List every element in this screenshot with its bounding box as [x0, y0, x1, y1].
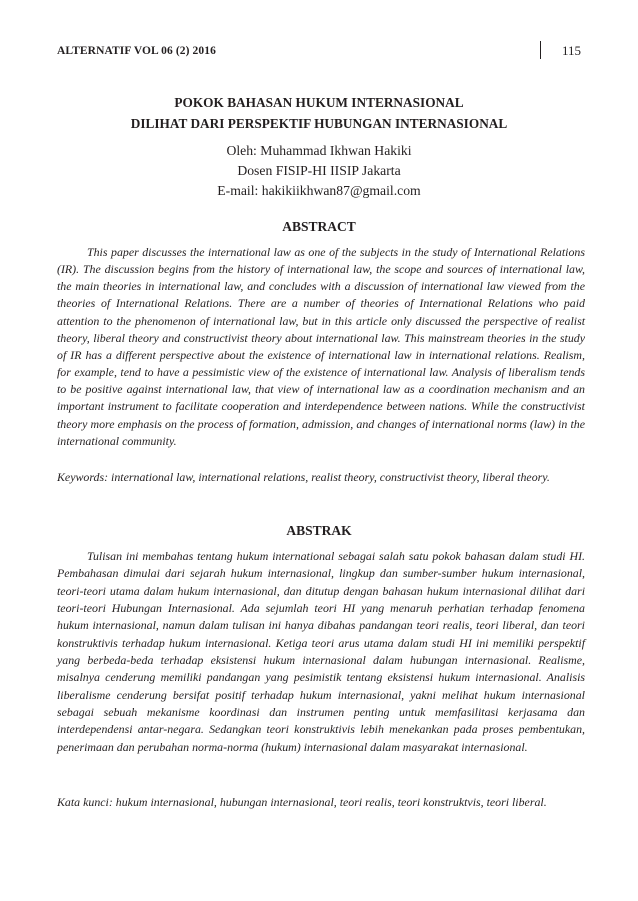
title-line-2: DILIHAT DARI PERSPEKTIF HUBUNGAN INTERNASIONAL — [130, 116, 508, 131]
abstrak-keywords: Kata kunci: hukum internasional, hubungan internasional, teori realis, teori konstruktvis, teori liberal. — [57, 795, 547, 809]
paper-title — [40, 92, 598, 134]
abstrak-body: Tulisan ini membahas tentang hukum international sebagai salah satu pokok bahasan dalam studi HI. Pembahasan dimulai dari sejarah hukum internasional, lingkup dan sumber-sumber hukum internasional, teori-teori utama dalam hukum internasional, dan ditutup dengan bahasan hukum internasional dilihat dari teori-teori Hubungan Internasional. Ada sejumlah teori HI yang menaruh perhatian terhadap fenomena hukum internasional, namun dalam tulisan ini hanya dibahas pandangan teori realis, teori liberal, dan teori konstruktivis terhadap hukum internasional. Ketiga teori arus utama dalam studi HI ini memiliki perspektif yang berbeda-beda terhadap eksistensi hukum internasional dalam hubungan internasional. Realisme, misalnya cenderung memiliki pandangan yang pesimistik tentang eksistensi hukum internasional. Analisis liberalisme cenderung bersifat positif terhadap hukum internasional, yakni melihat hukum internasional sebagai sebuah mekanisme koordinasi dan instrumen penting untuk memfasilitasi kerjasama dan interdependensi antar-negara. Sedangkan teori konstruktivis lebih menekankan pada proses pembentukan, penerimaan dan perubahan norma-norma (hukum) internasional dalam masyarakat internasional. — [57, 549, 585, 754]
abstract-keywords: Keywords: international law, international relations, realist theory, constructivist theory, liberal theory. — [57, 470, 550, 484]
page-number: 115 — [561, 43, 581, 58]
author-block — [40, 141, 598, 201]
author-byline: Oleh: Muhammad Ikhwan Hakiki — [226, 143, 412, 158]
header-divider — [540, 41, 541, 59]
author-affiliation: Dosen FISIP-HI IISIP Jakarta — [237, 163, 401, 178]
running-head — [57, 41, 581, 61]
abstract-heading: ABSTRACT — [282, 219, 356, 234]
abstrak-heading: ABSTRAK — [286, 523, 352, 538]
abstract-body: This paper discusses the international law as one of the subjects in the study of International Relations (IR). The discussion begins from the history of international law, the scope and sources of international law, the main theories in international law, and concludes with a discussion of international law viewed from the theories of International Relations. There are a number of theories of International Relations who paid attention to the phenomenon of international law, but in this article only discussed the perspective of realist theory, liberal theory and constructivist theory about international law. This mainstream theories in the study of IR has a different perspective about the existence of international law in international relations. Realism, for example, tend to have a pessimistic view of the existence of international law. Analysis of liberalism tends to be positive against international law, that view of international law as a coordination mechanism and an important instrument to facilitate cooperation and interdependence between nations. While the constructivist theory more emphasis on the process of formation, admission, and changes of international norms (law) in the international community. — [57, 245, 585, 448]
title-line-1: POKOK BAHASAN HUKUM INTERNASIONAL — [174, 95, 464, 110]
journal-issue: ALTERNATIF VOL 06 (2) 2016 — [57, 45, 216, 57]
author-email: E-mail: hakikiikhwan87@gmail.com — [217, 183, 421, 198]
